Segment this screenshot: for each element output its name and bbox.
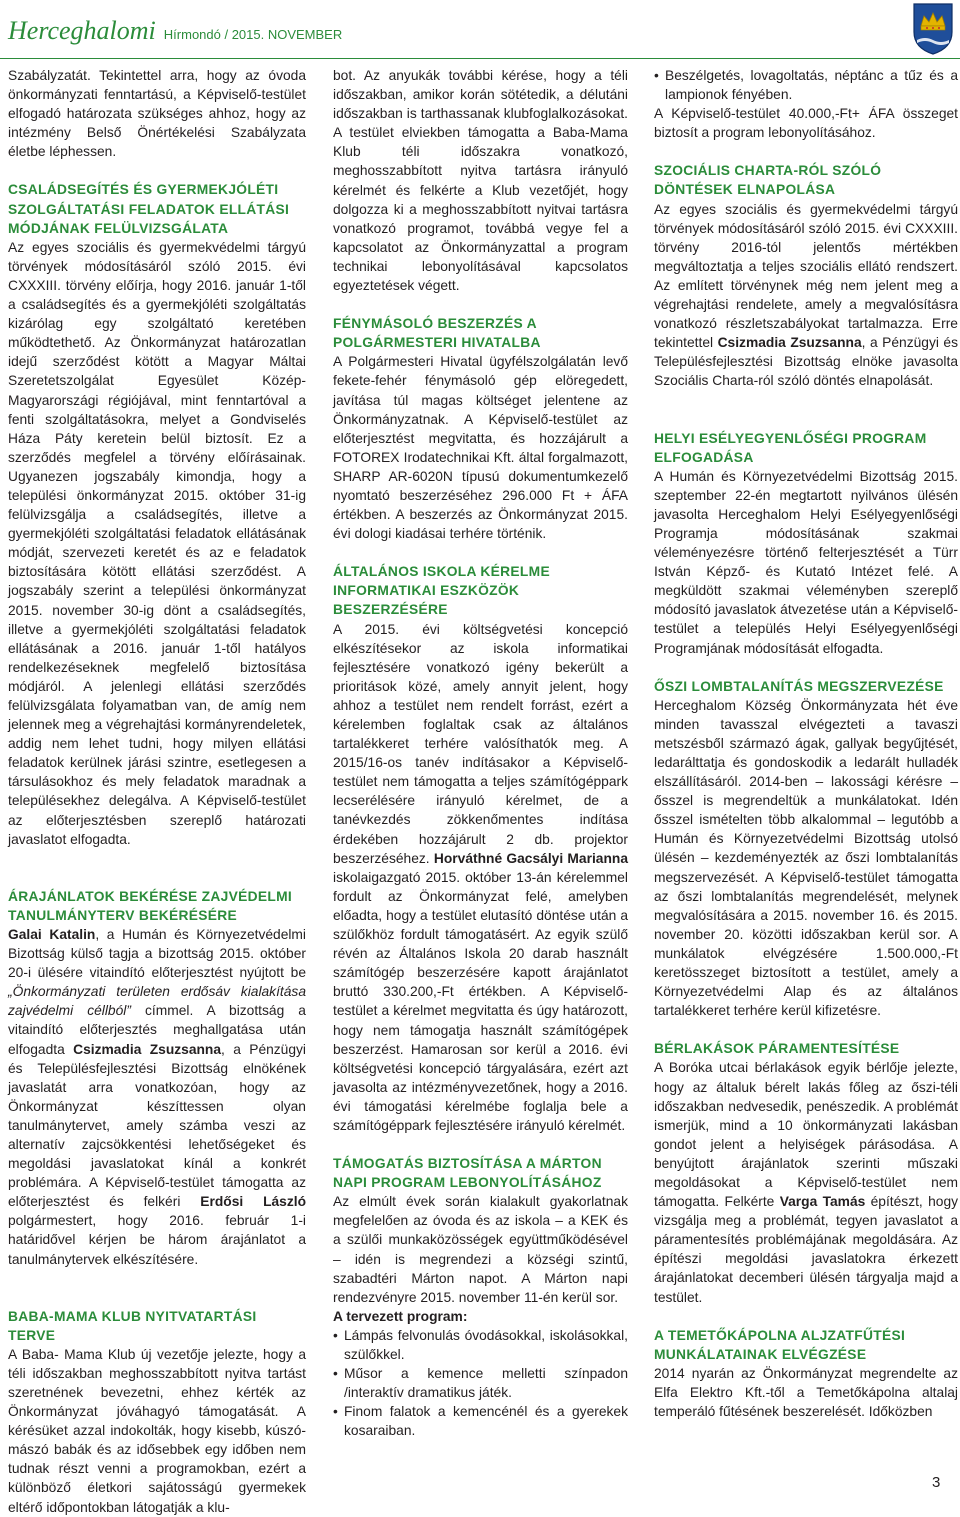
list-item: • Beszélgetés, lovagoltatás, néptánc a tűz és a lampionok fényében. (654, 66, 958, 104)
heading-fenymasolo: FÉNYMÁSOLÓ BESZERZÉS A POLGÁRMESTERI HIVATALBA (333, 316, 541, 351)
paragraph-eselyegyenloseg: A Humán és Környezetvédelmi Bizottság 2015. szeptember 22-én megtartott nyilvános ülésén javasolta Herceghalom Helyi Esélyegyenlőségi Programja módosításának szakmai véleményezésre történő felterjesztését a Türr István Képző- és Kutató Intézet felé. A megküldött szakmai véleményben szereplő módosító javaslatok átvezetése után a Képviselő-testület a település Helyi Esélyegyenlőségi Programjának módosítását elfogadta. (654, 468, 958, 656)
text-segment: Az egyes szociális és gyermekvédelmi tárgyú törvények módosításáról szóló 2015. évi CXXXIII. törvény 2016-tól jelentős mértékben megváltoztatja a teljes szociális ellátó rendszert. Az említett törvénynek még nem jelent meg a végrehajtási rendelete, amely a megvalósításra vonatkozó részletszabályokat tartalmazza. Erre tekintettel (654, 201, 958, 351)
coat-of-arms-icon (911, 2, 955, 56)
text-segment: építészt, hogy vizsgálja meg a problémát, tegyen javaslatot a páramentesítés problémájának megoldására. Az építészi megoldási javaslatokra érkezett árajánlatokat decemberi ülésén tárgyalja majd a testület. (654, 1194, 959, 1305)
paragraph-iskola (333, 620, 628, 1136)
article-columns (8, 66, 959, 1515)
text-segment: A 2015. évi költségvetési koncepció elkészítésekor az iskola informatikai fejlesztésére vonatkozó igény bekerült a prioritások közé, amely annyit jelent, hogy ahhoz a testület nem rendelt forrást, ezért a kérelemben foglaltak csak az általános tartalékkeret terhére valósíthatók meg. A 2015/16-os tanév indításakor a Képviselő-testület nem támogatta a teljes számítógéppark lecserélésére irányuló kérelmet, de a tanévkezdés zökkenőmentes indítása érdekében hozzájárult 2 db. projektor beszerzéséhez. (333, 621, 628, 866)
text-segment: A Boróka utcai bérlakások egyik bérlője jelezte, hogy az általuk bérelt lakás főleg az őszi-téli időszakban nedvesedik, penészedik. A problémát ismerjük, mind a 10 önkormányzati lakásban gondot jelent a helyiségek párásodása. A benyújtott árajánlatok szerinti műszaki megoldásokat a Képviselő-testület nem támogatta. Felkérte (654, 1060, 958, 1210)
paragraph-fenymasolo: A Polgármesteri Hivatal ügyfélszolgálatán levő fekete-fehér fénymásoló gép elöregedett, javítása túl magas költséget jelentene az Önkormányzatnak. A Képviselő-testület az előterjesztést megvitatta, és hozzájárult a FOTOREX Irodatechnikai Kft. által forgalmazott, SHARP AR-6020N típusú dokumentumkezelő nyomtató beszerzéséhez 296.000 Ft + ÁFA értékben. A beszerzés az Önkormányzat 2015. évi dologi kiadásai terhére történik. (333, 354, 628, 542)
text-segment: , a Pénzügyi és Településfejlesztési Bizottság elnökének javaslatát arra vonatkozóan, hogy az Önkormányzat készíttessen olyan tanulmánytervet, amely számba veszi az alternatív zajcsökkentési lehetőségeket és megoldási javaslatokat kínál a konkrét problémára. A Képviselő-testület támogatta az előterjesztést és felkéri (8, 1041, 306, 1210)
name-erdosi-laszlo: Erdősi László (200, 1194, 306, 1210)
header-rule (0, 58, 960, 59)
paragraph-arajanlatok (8, 925, 306, 1269)
paragraph-lombtalanitas: Herceghalom Község Önkormányzata hét éve minden tavasszal elvégezteti a tavaszi metszésből származó ágak, gallyak begyűjtését, ledarálttatja és gondoskodik a ledarált hulladék elszállításáról. 2014-ben – lakossági kérésre – ősszel is megrendeltük a munkálatokat. Idén ősszel ismételten több alkalommal – legutóbb a Humán és Környezetvédelmi Bizottság utolsó ülésén – kezdeményezték az őszi lombtalanítás megszervezését. A Képviselő-testület támogatta az őszi lombtalanítás megrendelését, melynek megvalósítására a 2015. november 16. és 2015. november 20. közötti időszakban kerül sor. A munkálatok elvégzésére 1.500.000,-Ft keretösszeget biztosított a testület, amely a Környezetvédelmi Alap és az általános tartalékkeret terhére kerül kifizetésre. (654, 697, 958, 1019)
paragraph-temetokapolna: 2014 nyarán az Önkormányzat megrendelte az Elfa Elektro Kft.-től a Temetőkápolna altalaj temperáló fűtésének beszerelését. Időközben (654, 1365, 958, 1419)
paragraph-marton-nap: Az elmúlt évek során kialakult gyakorlatnak megfelelően az óvoda és az iskola – a KEK és a szülői munkaközösségek együttműködésével – idén is megrendezi a községi szintű, szabadtéri Márton napot. A Márton napi rendezvényre 2015. november 11-én kerül sor. (333, 1194, 628, 1305)
heading-berlakasok: BÉRLAKÁSOK PÁRAMENTESÍTÉSE (654, 1041, 900, 1057)
name-csizmadia-zsuzsanna: Csizmadia Zsuzsanna (717, 335, 862, 351)
paragraph-szabalyzat: Szabályzatát. Tekintettel arra, hogy az óvoda önkormányzati fenntartású, a Képviselő-testület elfogadó határozata szükséges ahhoz, hogy az intézmény Belső Önértékelési Szabályzata életbe léphessen. (8, 68, 306, 160)
name-varga-tamas: Varga Tamás (779, 1194, 866, 1210)
program-label: A tervezett program: (333, 1308, 468, 1324)
text-segment: polgármestert, hogy 2016. február 1-i határidővel kérjen be három árajánlatot a tanulmánytervek elkészítésére. (8, 1213, 306, 1267)
brand-title: Herceghalomi (8, 16, 156, 45)
column-1 (8, 66, 306, 1515)
paragraph-szocialis-charta (654, 200, 958, 391)
program-list (333, 1326, 628, 1441)
paragraph-babamama-cont: bot. Az anyukák további kérése, hogy a téli időszakban, amikor korán sötétedik, a délutáni időszakban is tarthassanak klubfoglalkozásokat. A testület elviekben támogatta a Baba-Mama Klub téli időszakra vonatkozó, meghosszabbított nyitva tartásra irányuló kérelmét és felkérte a Klub vezetőjét, hogy dolgozza ki a meghosszabbított nyitvai tartásra vonatkozó programot, továbbá vegye fel a kapcsolatot az Önkormányzattal a program technikai lebonyolításával kapcsolatos egyeztetések végett. (333, 68, 628, 294)
heading-marton-nap: TÁMOGATÁS BIZTOSÍTÁSA A MÁRTON NAPI PROGRAM LEBONYOLÍTÁSÁHOZ (333, 1156, 602, 1191)
column-2 (333, 66, 628, 1466)
text-segment: , a Pénzügyi és Településfejlesztési Bizottság elnöke javasolta Szociális Charta-ról szóló döntés elnapolását. (654, 335, 959, 389)
heading-babamama: BABA-MAMA KLUB NYITVATARTÁSI TERVE (8, 1308, 257, 1343)
program-list-cont (654, 66, 958, 104)
quoted-title: „Önkormányzati területen erdősáv kialakítása zajvédelmi céllból” (8, 984, 306, 1019)
issue-subtitle: Hírmondó / 2015. NOVEMBER (163, 27, 343, 42)
list-item: • Finom falatok a kemencénél és a gyerekek kosaraiban. (333, 1402, 628, 1440)
name-horvathne: Horváthné Gacsályi Marianna (433, 850, 629, 866)
masthead (8, 16, 342, 46)
text-segment: címmel. A bizottság a vitaindító előterjesztés meghallgatása után elfogadta (8, 1003, 306, 1057)
paragraph-csaladsegites: Az egyes szociális és gyermekvédelmi tárgyú törvények módosításáról szóló 2015. évi CXXXIII. törvény előírja, hogy 2016. január 1-től a családsegítés és a gyermekjóléti szolgáltatás kizárólag egy szolgáltató keretében működtethető. Az Önkormányzat határozatlan idejű szerződést kötött a Magyar Máltai Szeretetszolgálat Egyesület Közép-Magyarországi régiójával, mint fenntartóval a fenti szolgáltatásokra, melyet a Gondviselés Háza Páty keretein belül biztosít. Ez a szerződés megfelel a törvény előírásainak. Ugyanezen jogszabály kimondja, hogy a települési önkormányzat 2015. október 31-ig felülvizsgálja a családsegítés, illetve a gyermekjóléti szolgáltatási feladatok ellátásának módját, szervezeti keretét és az e feladatok biztosítására kötött ellátási szerződést. A jogszabály szerint a települési önkormányzat 2015. november 30-ig dönt a családsegítés, illetve a gyermekjóléti szolgáltatási feladatok ellátásának a 2016. január 1-től hatályos rendelkezéseknek megfelelő biztosítása módjáról. A jelenlegi ellátási szerződés felülvizsgálata folyamatban van, de amíg nem jelennek meg a végrehajtási kormányrendeletek, addig nem lehet tudni, hogy milyen ellátási feladatok kerülnek járási szintre, esetlegesen a társulásokhoz és mely feladatok maradnak a településekhez delegálva. A Képviselő-testület az előterjesztésben szereplő határozati javaslatot elfogadta. (8, 239, 306, 847)
column-3 (654, 66, 958, 1466)
text-segment: , a Humán és Környezetvédelmi Bizottság külső tagja a bizottság 2015. október 20-i ülésére vitaindító előterjesztést nyújtott be (8, 926, 306, 981)
heading-temetokapolna: A TEMETŐKÁPOLNA ALJZATFŰTÉSI MUNKÁLATAINAK ELVÉGZÉSE (654, 1327, 906, 1362)
name-csizmadia-zsuzsanna: Csizmadia Zsuzsanna (73, 1041, 222, 1057)
heading-eselyegyenloseg: HELYI ESÉLYEGYENLŐSÉGI PROGRAM ELFOGADÁSA (654, 430, 927, 465)
page-number: 3 (932, 1474, 941, 1491)
heading-csaladsegites: CSALÁDSEGÍTÉS ÉS GYERMEKJÓLÉTI SZOLGÁLTATÁSI FELADATOK ELLÁTÁSI MÓDJÁNAK FELÜLVIZSGÁLATA (8, 182, 290, 236)
heading-lombtalanitas: ŐSZI LOMBTALANÍTÁS MEGSZERVEZÉSE (654, 678, 944, 694)
list-item: • Lámpás felvonulás óvodásokkal, iskolásokkal, szülőkkel. (333, 1326, 628, 1364)
name-galai-katalin: Galai Katalin (8, 926, 96, 942)
paragraph-berlakasok (654, 1058, 958, 1306)
list-item: • Műsor a kemence melletti színpadon /interaktív dramatikus játék. (333, 1364, 628, 1402)
paragraph-babamama: A Baba- Mama Klub új vezetője jelezte, hogy a téli időszakban meghosszabbított nyitva tartást szeretnének bevezetni, ehhez kérték az Önkormányzat jóváhagyó támogatását. A kérésüket azzal indokolták, hogy kisebb, kúszó-mászó babák és az idősebbek egy időben nem tudnak részt venni a programokban, ezért a különböző életkori sajátosságú gyermekek eltérő időpontokban látogatják a klu- (8, 1346, 306, 1515)
heading-szocialis-charta: SZOCIÁLIS CHARTA-RÓL SZÓLÓ DÖNTÉSEK ELNAPOLÁSA (654, 163, 882, 198)
heading-iskola: ÁLTALÁNOS ISKOLA KÉRELME INFORMATIKAI ESZKÖZÖK BESZERZÉSÉRE (333, 564, 550, 618)
heading-arajanlatok: ÁRAJÁNLATOK BEKÉRÉSE ZAJVÉDELMI TANULMÁNYTERV BEKÉRÉSÉRE (8, 888, 292, 923)
paragraph-program-budget: A Képviselő-testület 40.000,-Ft+ ÁFA összeget biztosít a program lebonyolításához. (654, 106, 958, 141)
text-segment: iskolaigazgató 2015. október 13-án kérelemmel fordult az Önkormányzat felé, amelyben előadta, hogy a testület elutasító döntése után a szülőkhöz fordult támogatásért. Az egyik szülő révén az Általános Iskola 20 darab használt számítógép beszerzésére kapott árajánlatot bruttó 330.200,-Ft értékben. A Képviselő-testület a kérelmet megvitatta és úgy határozott, hogy nem támogatja használt számítógépek beszerzést. Hamarosan sor kerül a 2016. évi költségvetési koncepció tárgyalására, ezért azt javasolta az intézményvezetőnek, hogy a 2016. évi támogatási kérelmébe foglalja bele a számítógéppark fejlesztésére irányuló kérelmét. (333, 869, 628, 1133)
